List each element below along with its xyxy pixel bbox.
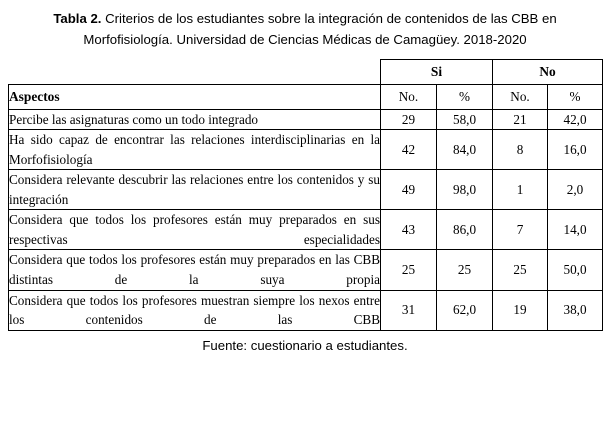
row-aspect: Considera que todos los profesores están muy preparados en las CBB distintas de la suya propia	[9, 250, 381, 290]
row-si-no: 25	[381, 250, 437, 290]
table-head	[9, 59, 603, 109]
header-spacer-cell	[9, 59, 381, 84]
header-group-no: No	[493, 59, 603, 84]
row-si-pct: 58,0	[437, 109, 493, 130]
table-row	[9, 109, 603, 130]
criteria-table	[8, 59, 603, 331]
header-group-si: Si	[381, 59, 493, 84]
row-si-no: 43	[381, 210, 437, 250]
row-si-no: 42	[381, 130, 437, 170]
table-body	[9, 109, 603, 330]
row-si-pct: 25	[437, 250, 493, 290]
row-no-pct: 42,0	[548, 109, 603, 130]
row-aspect: Considera que todos los profesores muestran siempre los nexos entre los contenidos de las CBB	[9, 290, 381, 330]
table-row	[9, 130, 603, 170]
table-row	[9, 290, 603, 330]
row-no-no: 21	[493, 109, 548, 130]
row-no-pct: 16,0	[548, 130, 603, 170]
table-caption	[12, 8, 598, 51]
row-no-no: 8	[493, 130, 548, 170]
row-no-pct: 50,0	[548, 250, 603, 290]
table-source-note: Fuente: cuestionario a estudiantes.	[202, 337, 408, 353]
row-aspect: Ha sido capaz de encontrar las relaciones interdisciplinarias en la Morfofisiología	[9, 130, 381, 170]
caption-label: Tabla 2.	[53, 11, 102, 26]
table-group-header-row	[9, 59, 603, 84]
row-aspect: Considera relevante descubrir las relaciones entre los contenidos y su integración	[9, 170, 381, 210]
row-no-no: 1	[493, 170, 548, 210]
row-no-pct: 2,0	[548, 170, 603, 210]
table-row	[9, 250, 603, 290]
row-si-pct: 62,0	[437, 290, 493, 330]
table-row	[9, 170, 603, 210]
row-no-no: 19	[493, 290, 548, 330]
header-aspectos: Aspectos	[9, 84, 381, 109]
row-no-pct: 38,0	[548, 290, 603, 330]
header-si-no: No.	[381, 84, 437, 109]
table-row	[9, 210, 603, 250]
row-si-pct: 86,0	[437, 210, 493, 250]
row-si-no: 29	[381, 109, 437, 130]
header-si-pct: %	[437, 84, 493, 109]
row-si-pct: 98,0	[437, 170, 493, 210]
row-no-no: 25	[493, 250, 548, 290]
header-no-pct: %	[548, 84, 603, 109]
row-aspect: Percibe las asignaturas como un todo integrado	[9, 109, 381, 130]
header-no-no: No.	[493, 84, 548, 109]
caption-text: Criterios de los estudiantes sobre la integración de contenidos de las CBB en Morfofisiología. Universidad de Ciencias Médicas de Camagüey. 2018-2020	[83, 11, 557, 48]
table-sub-header-row	[9, 84, 603, 109]
row-si-no: 31	[381, 290, 437, 330]
row-no-pct: 14,0	[548, 210, 603, 250]
row-si-pct: 84,0	[437, 130, 493, 170]
row-aspect: Considera que todos los profesores están muy preparados en sus respectivas especialidades	[9, 210, 381, 250]
row-si-no: 49	[381, 170, 437, 210]
row-no-no: 7	[493, 210, 548, 250]
